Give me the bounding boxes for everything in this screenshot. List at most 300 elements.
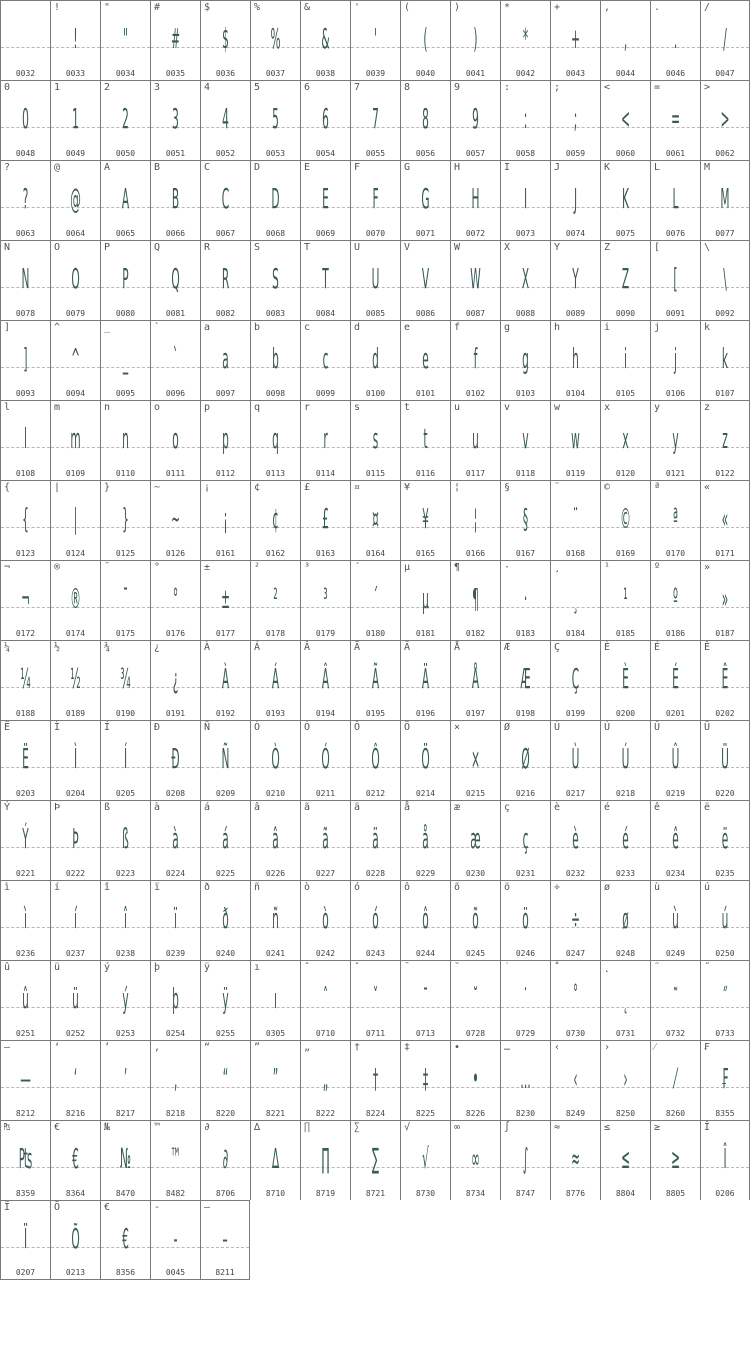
glyph-code: 0216 — [515, 789, 536, 798]
glyph-code: 0092 — [715, 309, 735, 318]
glyph-cell — [200, 320, 250, 400]
glyph-label: ) — [454, 2, 461, 13]
glyph-label: ` — [154, 322, 161, 333]
glyph-code: 0305 — [265, 1029, 286, 1038]
glyph-label: & — [304, 2, 311, 13]
glyph-sample: ‘ — [73, 1062, 78, 1095]
glyph-cell — [500, 880, 550, 960]
glyph-label: X — [504, 242, 511, 253]
glyph-sample: ë — [721, 822, 729, 855]
glyph-label: , — [604, 2, 611, 13]
glyph-sample: ù — [672, 902, 679, 935]
glyph-code: 0255 — [215, 1029, 236, 1038]
glyph-cell — [150, 400, 200, 480]
glyph-cell — [700, 160, 750, 240]
glyph-cell — [50, 1200, 100, 1280]
glyph-sample: U — [371, 262, 380, 295]
glyph-sample: Å — [471, 662, 480, 695]
glyph-cell — [700, 560, 750, 640]
glyph-row — [0, 320, 751, 400]
glyph-sample: R — [221, 262, 230, 295]
glyph-code: 0054 — [315, 149, 336, 158]
glyph-label: ¥ — [404, 482, 411, 493]
glyph-cell — [250, 0, 300, 80]
glyph-sample: ∑ — [371, 1142, 380, 1175]
glyph-cell — [200, 560, 250, 640]
glyph-row — [0, 880, 751, 960]
glyph-cell — [350, 880, 400, 960]
glyph-cell — [250, 560, 300, 640]
glyph-sample: $ — [222, 22, 229, 55]
glyph-code: 0162 — [265, 549, 286, 558]
glyph-sample: : — [523, 102, 528, 135]
glyph-code: 8218 — [165, 1109, 186, 1118]
glyph-cell — [200, 880, 250, 960]
glyph-sample: î — [124, 902, 127, 935]
glyph-sample: ¼ — [20, 662, 31, 695]
glyph-label: ₣ — [704, 1042, 711, 1053]
glyph-cell — [450, 400, 500, 480]
glyph-code: 0204 — [65, 789, 86, 798]
glyph-code: 0118 — [515, 469, 536, 478]
glyph-label: ü — [54, 962, 61, 973]
glyph-code: 0079 — [65, 309, 86, 318]
glyph-code: 0052 — [215, 149, 236, 158]
glyph-label: ∞ — [454, 1122, 461, 1133]
glyph-row — [0, 1200, 751, 1280]
glyph-code: 0212 — [365, 789, 386, 798]
glyph-cell — [300, 640, 350, 720]
glyph-cell — [250, 480, 300, 560]
glyph-cell — [350, 1120, 400, 1200]
glyph-label: " — [104, 2, 111, 13]
glyph-code: 0095 — [115, 389, 136, 398]
glyph-sample: √ — [422, 1142, 429, 1175]
glyph-sample: Á — [271, 662, 280, 695]
glyph-label: ÿ — [204, 962, 211, 973]
glyph-label: Î — [704, 1122, 711, 1133]
glyph-sample: F — [372, 182, 379, 215]
glyph-code: 0200 — [615, 709, 636, 718]
glyph-cell — [250, 640, 300, 720]
glyph-label: Ó — [304, 722, 311, 733]
glyph-cell — [400, 240, 450, 320]
glyph-cell — [600, 880, 650, 960]
glyph-row — [0, 800, 751, 880]
glyph-sample: d — [372, 342, 379, 375]
glyph-sample: * — [522, 22, 529, 55]
glyph-code: 0040 — [415, 69, 436, 78]
glyph-sample: £ — [322, 502, 329, 535]
glyph-cell — [100, 0, 150, 80]
glyph-sample: e — [422, 342, 429, 375]
glyph-cell — [200, 800, 250, 880]
glyph-code: 0198 — [515, 709, 536, 718]
glyph-code: 8216 — [65, 1109, 86, 1118]
glyph-code: 0163 — [315, 549, 336, 558]
glyph-sample: " — [123, 22, 128, 55]
glyph-label: K — [604, 162, 611, 173]
glyph-cell — [700, 880, 750, 960]
glyph-cell — [550, 560, 600, 640]
glyph-label: ₧ — [4, 1122, 11, 1133]
glyph-code: 0180 — [365, 629, 386, 638]
glyph-code: 0161 — [215, 549, 236, 558]
glyph-sample: Ø — [521, 742, 530, 775]
glyph-cell — [0, 960, 50, 1040]
glyph-sample: H — [471, 182, 480, 215]
glyph-label: ( — [404, 2, 411, 13]
glyph-sample: Ý — [22, 822, 29, 855]
glyph-code: 0191 — [165, 709, 186, 718]
glyph-sample: ô — [422, 902, 429, 935]
glyph-cell — [250, 1120, 300, 1200]
glyph-code: 0094 — [65, 389, 86, 398]
glyph-code: 0061 — [665, 149, 686, 158]
glyph-cell — [0, 1120, 50, 1200]
glyph-code: 8747 — [515, 1189, 536, 1198]
glyph-label: ˙ — [504, 962, 511, 973]
glyph-label: - — [154, 1202, 161, 1213]
glyph-sample: é — [622, 822, 629, 855]
glyph-sample: È — [622, 662, 629, 695]
glyph-cell — [0, 880, 50, 960]
glyph-label: è — [554, 802, 561, 813]
glyph-code: 0114 — [315, 469, 336, 478]
glyph-label: 7 — [354, 82, 361, 93]
glyph-code: 0239 — [165, 949, 186, 958]
glyph-label: j — [654, 322, 661, 333]
glyph-code: 0169 — [615, 549, 636, 558]
glyph-cell — [400, 960, 450, 1040]
glyph-label: ˘ — [454, 962, 461, 973]
glyph-sample: ? — [22, 182, 29, 215]
glyph-label: ð — [204, 882, 211, 893]
glyph-cell — [550, 80, 600, 160]
glyph-label: ] — [4, 322, 11, 333]
glyph-cell — [600, 1120, 650, 1200]
glyph-label: ù — [654, 882, 661, 893]
glyph-label: … — [504, 1042, 511, 1053]
glyph-code: 0042 — [515, 69, 536, 78]
glyph-cell — [600, 720, 650, 800]
glyph-code: 0174 — [65, 629, 86, 638]
glyph-code: 8805 — [665, 1189, 686, 1198]
glyph-sample: 9 — [472, 102, 479, 135]
glyph-sample: 2 — [122, 102, 129, 135]
glyph-cell — [300, 480, 350, 560]
glyph-code: 0096 — [165, 389, 186, 398]
glyph-label: ~ — [154, 482, 161, 493]
glyph-cell — [550, 320, 600, 400]
glyph-cell — [400, 160, 450, 240]
glyph-sample: G — [421, 182, 430, 215]
glyph-label: ı — [254, 962, 261, 973]
glyph-sample: % — [270, 22, 281, 55]
glyph-cell — [0, 240, 50, 320]
glyph-label: ¯ — [104, 562, 111, 573]
glyph-sample: ∏ — [321, 1142, 330, 1175]
glyph-code: 0048 — [15, 149, 36, 158]
glyph-sample: ˝ — [722, 982, 728, 1015]
glyph-cell — [400, 480, 450, 560]
glyph-code: 0243 — [365, 949, 386, 958]
glyph-sample: P — [122, 262, 129, 295]
glyph-cell — [650, 480, 700, 560]
glyph-label: þ — [154, 962, 161, 973]
glyph-sample: ¿ — [172, 662, 179, 695]
glyph-label: o — [154, 402, 161, 413]
glyph-code: 0242 — [315, 949, 336, 958]
glyph-cell — [550, 480, 600, 560]
glyph-code: 0065 — [115, 229, 136, 238]
glyph-cell — [150, 960, 200, 1040]
glyph-code: 0209 — [215, 789, 236, 798]
glyph-cell — [350, 560, 400, 640]
glyph-label: © — [604, 482, 611, 493]
glyph-sample: ∆ — [271, 1142, 280, 1175]
glyph-cell — [250, 800, 300, 880]
glyph-label: ö — [504, 882, 511, 893]
glyph-row — [0, 560, 751, 640]
glyph-code: 0234 — [665, 869, 686, 878]
glyph-sample: ê — [672, 822, 679, 855]
glyph-cell — [400, 880, 450, 960]
glyph-code: 0087 — [465, 309, 486, 318]
glyph-code: 0113 — [265, 469, 286, 478]
glyph-code: 0034 — [115, 69, 136, 78]
glyph-cell — [50, 160, 100, 240]
glyph-sample: ã — [322, 822, 329, 855]
glyph-label: · — [504, 562, 511, 573]
glyph-cell — [650, 720, 700, 800]
glyph-code: 8220 — [215, 1109, 236, 1118]
glyph-sample: ´ — [372, 582, 379, 615]
glyph-sample: ) — [473, 22, 478, 55]
glyph-sample: Ç — [571, 662, 580, 695]
glyph-cell — [650, 240, 700, 320]
glyph-code: 0037 — [265, 69, 286, 78]
glyph-label: ≤ — [604, 1122, 611, 1133]
glyph-cell — [500, 720, 550, 800]
glyph-label: t — [404, 402, 411, 413]
glyph-cell — [250, 400, 300, 480]
glyph-label: 1 — [54, 82, 61, 93]
glyph-code: 0124 — [65, 549, 86, 558]
glyph-label: í — [54, 882, 61, 893]
glyph-code: 0035 — [165, 69, 186, 78]
glyph-cell — [700, 240, 750, 320]
glyph-sample: x — [622, 422, 629, 455]
glyph-sample: ≤ — [621, 1142, 630, 1175]
glyph-sample: ™ — [170, 1142, 181, 1175]
glyph-sample: v — [522, 422, 529, 455]
glyph-label: f — [454, 322, 461, 333]
glyph-cell — [0, 160, 50, 240]
glyph-cell — [450, 80, 500, 160]
glyph-code: 0101 — [415, 389, 436, 398]
glyph-cell — [500, 560, 550, 640]
glyph-cell — [250, 880, 300, 960]
glyph-sample: Q — [171, 262, 180, 295]
glyph-cell — [600, 320, 650, 400]
glyph-cell — [150, 240, 200, 320]
glyph-sample: C — [221, 182, 230, 215]
glyph-cell — [250, 320, 300, 400]
glyph-label: ‚ — [154, 1042, 161, 1053]
glyph-label: ∫ — [504, 1122, 511, 1133]
glyph-code: 0201 — [665, 709, 686, 718]
glyph-label: J — [554, 162, 561, 173]
glyph-code: 0253 — [115, 1029, 136, 1038]
glyph-cell — [100, 240, 150, 320]
glyph-cell — [100, 320, 150, 400]
glyph-label: Ü — [704, 722, 711, 733]
glyph-code: 0067 — [215, 229, 236, 238]
glyph-sample: ~ — [171, 502, 180, 535]
glyph-label: 2 — [104, 82, 111, 93]
glyph-cell — [650, 160, 700, 240]
glyph-sample: o — [172, 422, 179, 455]
glyph-sample: ‡ — [422, 1062, 429, 1095]
glyph-sample: ä — [372, 822, 379, 855]
glyph-code: 8211 — [215, 1268, 235, 1277]
glyph-cell — [50, 1040, 100, 1120]
glyph-cell — [600, 0, 650, 80]
glyph-sample: ò — [322, 902, 329, 935]
glyph-cell — [350, 160, 400, 240]
glyph-code: 0190 — [115, 709, 136, 718]
glyph-sample: _ — [122, 342, 129, 375]
glyph-cell — [450, 880, 500, 960]
glyph-cell — [100, 1120, 150, 1200]
glyph-code: 8719 — [315, 1189, 336, 1198]
glyph-sample: / — [723, 22, 727, 55]
glyph-cell — [300, 960, 350, 1040]
glyph-code: 0172 — [15, 629, 36, 638]
glyph-sample: r — [323, 422, 328, 455]
glyph-code: 0080 — [115, 309, 136, 318]
glyph-sample: ß — [122, 822, 129, 855]
glyph-label: + — [554, 2, 561, 13]
glyph-code: 8212 — [15, 1109, 36, 1118]
glyph-sample: ` — [172, 342, 179, 375]
glyph-code: 0218 — [615, 789, 636, 798]
glyph-code: 0221 — [15, 869, 36, 878]
glyph-label: ⁄ — [654, 1042, 656, 1053]
glyph-label: 6 — [304, 82, 311, 93]
glyph-label: õ — [454, 882, 461, 893]
glyph-code: 0038 — [315, 69, 336, 78]
glyph-code: 0183 — [515, 629, 536, 638]
glyph-cell — [400, 640, 450, 720]
glyph-cell — [250, 720, 300, 800]
glyph-cell — [300, 720, 350, 800]
glyph-cell — [250, 960, 300, 1040]
glyph-cell — [0, 640, 50, 720]
glyph-cell — [350, 400, 400, 480]
glyph-code: 0109 — [65, 469, 86, 478]
glyph-cell — [700, 400, 750, 480]
glyph-code: 0232 — [565, 869, 586, 878]
glyph-label: † — [354, 1042, 361, 1053]
glyph-label: Ð — [154, 722, 161, 733]
glyph-cell — [150, 480, 200, 560]
glyph-label: = — [654, 82, 661, 93]
glyph-sample: Y — [572, 262, 579, 295]
glyph-code: 8356 — [115, 1268, 136, 1277]
glyph-sample: À — [221, 662, 230, 695]
glyph-cell — [50, 400, 100, 480]
glyph-cell — [350, 720, 400, 800]
glyph-sample: ˜ — [672, 982, 679, 1015]
glyph-label: V — [404, 242, 411, 253]
glyph-code: 0729 — [515, 1029, 536, 1038]
glyph-sample: 1 — [72, 102, 79, 135]
glyph-code: 0053 — [265, 149, 286, 158]
glyph-label: ˇ — [354, 962, 361, 973]
glyph-sample: Â — [321, 662, 330, 695]
glyph-label: „ — [304, 1042, 311, 1053]
glyph-sample: ‹ — [573, 1062, 578, 1095]
glyph-code: 0188 — [15, 709, 36, 718]
glyph-code: 0202 — [715, 709, 735, 718]
glyph-cell — [500, 80, 550, 160]
glyph-cell — [150, 80, 200, 160]
glyph-sample: † — [372, 1062, 379, 1095]
glyph-sample: 0 — [22, 102, 29, 135]
glyph-label: i — [604, 322, 611, 333]
glyph-code: 0106 — [665, 389, 686, 398]
glyph-label: } — [104, 482, 111, 493]
glyph-label: ë — [704, 802, 711, 813]
glyph-code: 0199 — [565, 709, 586, 718]
glyph-sample: ˛ — [622, 982, 629, 1015]
glyph-code: 0033 — [65, 69, 86, 78]
glyph-label: Â — [304, 642, 311, 653]
glyph-sample: # — [171, 22, 180, 55]
glyph-code: 0123 — [15, 549, 36, 558]
glyph-cell — [300, 1120, 350, 1200]
glyph-code: 0229 — [415, 869, 436, 878]
glyph-label: å — [404, 802, 411, 813]
glyph-label: Í — [104, 722, 111, 733]
glyph-cell — [400, 400, 450, 480]
glyph-sample: ˘ — [472, 982, 479, 1015]
glyph-label: F — [354, 162, 361, 173]
glyph-label: ˉ — [404, 962, 411, 973]
glyph-cell — [0, 720, 50, 800]
glyph-label: G — [404, 162, 411, 173]
glyph-label: î — [104, 882, 111, 893]
glyph-code: 8217 — [115, 1109, 136, 1118]
glyph-sample: , — [623, 22, 628, 55]
glyph-sample: ∞ — [471, 1142, 480, 1175]
glyph-code: 0126 — [165, 549, 186, 558]
glyph-sample: Ã — [371, 662, 380, 695]
glyph-code: 0248 — [615, 949, 636, 958]
glyph-cell — [350, 640, 400, 720]
glyph-code: 0077 — [715, 229, 735, 238]
glyph-code: 0083 — [265, 309, 286, 318]
glyph-cell — [650, 800, 700, 880]
glyph-label: { — [4, 482, 11, 493]
glyph-code: 0119 — [565, 469, 586, 478]
glyph-label: S — [254, 242, 261, 253]
glyph-sample: Í — [123, 742, 128, 775]
glyph-code: 0120 — [615, 469, 636, 478]
glyph-sample: p — [222, 422, 229, 455]
